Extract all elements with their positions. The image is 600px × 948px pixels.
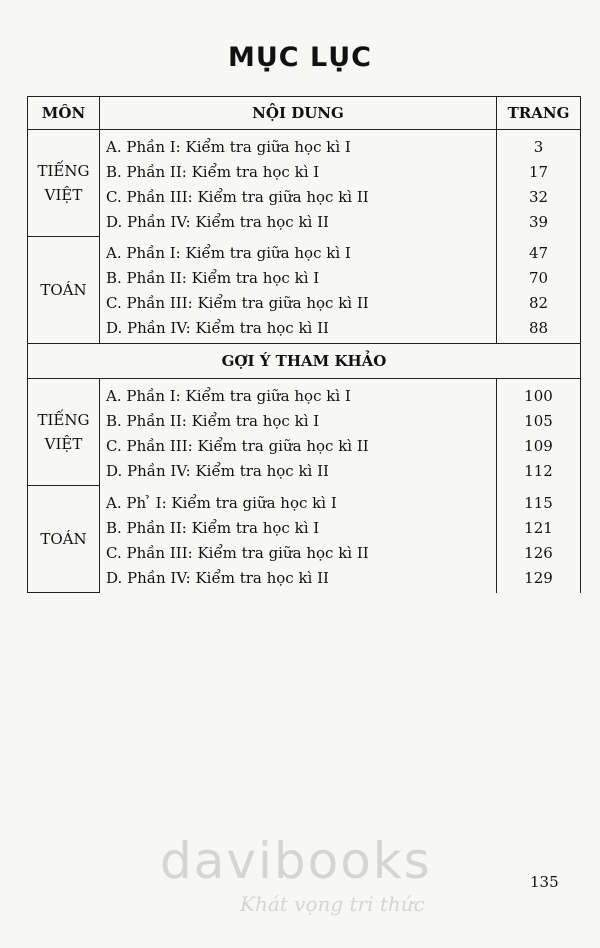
- page-title: MỤC LỤC: [228, 42, 372, 73]
- page-cell: [497, 237, 581, 344]
- group-row: [28, 130, 581, 237]
- toc-entry: A. Ph ̉ I: Kiểm tra giữa học kì I: [106, 493, 337, 512]
- subject-label: TIẾNG: [37, 162, 90, 180]
- section-heading: GỢI Ý THAM KHẢO: [28, 344, 581, 379]
- toc-page: 32: [528, 187, 549, 206]
- toc-entry: C. Phần III: Kiểm tra giữa học kì II: [106, 543, 369, 562]
- content-cell: [100, 486, 497, 593]
- toc-page: 105: [524, 411, 553, 430]
- header-content: NỘI DUNG: [100, 97, 497, 130]
- toc-entry: C. Phần III: Kiểm tra giữa học kì II: [106, 187, 369, 206]
- content-cell: [100, 130, 497, 237]
- toc-entry: B. Phần II: Kiểm tra học kì I: [106, 269, 320, 288]
- toc-page: 17: [528, 162, 549, 181]
- toc-entry: C. Phần III: Kiểm tra giữa học kì II: [106, 436, 369, 455]
- toc-page: 47: [528, 244, 549, 263]
- toc-entry: B. Phần II: Kiểm tra học kì I: [106, 162, 320, 181]
- group-row: [28, 379, 581, 486]
- toc-entry: C. Phần III: Kiểm tra giữa học kì II: [106, 294, 369, 313]
- toc-page: 121: [524, 518, 553, 537]
- subject-label: TOÁN: [40, 530, 87, 548]
- subject-label: VIỆT: [44, 186, 83, 204]
- header-subject: MÔN: [28, 97, 100, 130]
- subject-cell: [28, 130, 100, 237]
- page-cell: [497, 130, 581, 237]
- toc-page: 112: [524, 461, 553, 480]
- toc-header-row: [28, 97, 581, 130]
- toc-entry: B. Phần II: Kiểm tra học kì I: [106, 411, 320, 430]
- subject-cell: [28, 486, 100, 593]
- subject-label: TOÁN: [40, 281, 87, 299]
- toc-entry: A. Phần I: Kiểm tra giữa học kì I: [106, 244, 351, 263]
- watermark-brand: davibooks: [160, 832, 432, 890]
- header-page: TRANG: [497, 97, 581, 130]
- content-cell: [100, 237, 497, 344]
- toc-page: 109: [524, 436, 553, 455]
- toc-entry: D. Phần IV: Kiểm tra học kì II: [106, 461, 329, 480]
- toc-page: 39: [528, 212, 549, 231]
- group-row: [28, 237, 581, 344]
- toc-entry: D. Phần IV: Kiểm tra học kì II: [106, 212, 329, 231]
- subject-label: TIẾNG: [37, 411, 90, 429]
- page-cell: [497, 486, 581, 593]
- toc-entry: B. Phần II: Kiểm tra học kì I: [106, 518, 320, 537]
- content-cell: [100, 379, 497, 486]
- toc-page: 129: [524, 568, 553, 587]
- subject-cell: [28, 237, 100, 344]
- subject-label: VIỆT: [44, 435, 83, 453]
- toc-page: 70: [528, 269, 549, 288]
- toc-page: 88: [528, 319, 549, 338]
- toc-body: [28, 130, 581, 593]
- toc-entry: D. Phần IV: Kiểm tra học kì II: [106, 319, 329, 338]
- toc-page: 126: [524, 543, 553, 562]
- watermark-tagline: Khát vọng tri thức: [240, 892, 425, 916]
- group-row: [28, 486, 581, 593]
- subject-cell: [28, 379, 100, 486]
- toc-entry: A. Phần I: Kiểm tra giữa học kì I: [106, 386, 351, 405]
- toc-page: 100: [524, 386, 553, 405]
- toc-entry: D. Phần IV: Kiểm tra học kì II: [106, 568, 329, 587]
- toc-page: 82: [528, 294, 549, 313]
- toc-page: 115: [524, 493, 553, 512]
- toc-entry: A. Phần I: Kiểm tra giữa học kì I: [106, 137, 351, 156]
- page-number: 135: [530, 873, 559, 891]
- page-cell: [497, 379, 581, 486]
- section-heading-row: [28, 344, 581, 379]
- toc-page: 3: [533, 137, 544, 156]
- toc-table: [27, 96, 581, 593]
